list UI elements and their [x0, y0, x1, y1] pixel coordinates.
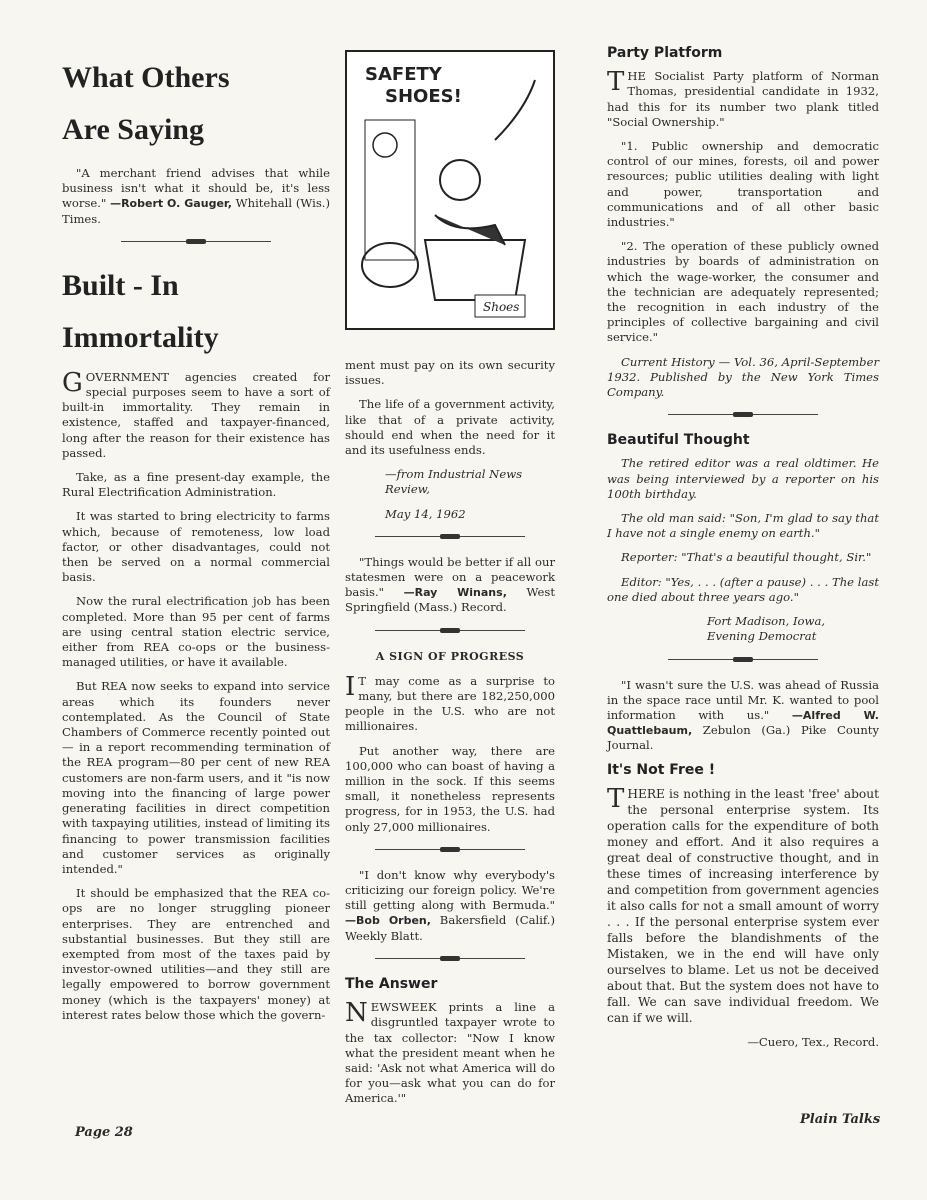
source-date: May 14, 1962: [385, 506, 466, 521]
quote-winans: "Things would be better if all our statesmen were on a peacework basis." —Ray Winans, West Springfield (Mass.) Record.: [345, 554, 555, 615]
cartoon: [345, 50, 555, 330]
beautiful-paragraph: The old man said: "Son, I'm glad to say that I have not a single enemy on earth.": [607, 511, 879, 541]
divider: [375, 958, 525, 959]
article-paragraph: The life of a government activity, like that of a private activity, should end when the need for it and its usefulness ends.: [345, 397, 555, 458]
drop-cap: G: [62, 367, 83, 398]
free-source: —Cuero, Tex., Record.: [747, 1034, 879, 1049]
answer-paragraph: NEWSWEEK prints a line a disgruntled taxpayer wrote to the tax collector: "Now I know what the president meant when he said: 'Ask not what America will do for you—ask what you can do for America.'": [345, 998, 555, 1106]
svg-text:SAFETY: SAFETY: [365, 64, 442, 85]
divider: [375, 630, 525, 631]
free-paragraph: THERE is nothing in the least 'free' about the personal enterprise system. Its operation calls for the expenditure of both money and effort. And it also requires a great deal of constructive thought, and in these times of increasing interference by and competition from government agencies it also calls for not a small amount of worry . . . If the personal enterprise system ever falls before the blandishments of the Mistaken, we in the end will have only ourselves to blame. Let us not be deceived about that. But the system does not have to fall. We can save individual freedom. We can if we will.: [607, 783, 879, 1025]
divider: [668, 414, 818, 415]
party-paragraph: "2. The operation of these publicly owned industries by boards of administration on which the wage-worker, the consumer and the technician are adequately represented; the recognition in each industry of the principles of collective bargaining and civil service.": [607, 239, 879, 345]
left-column: [62, 52, 330, 1032]
cartoon-illustration: [345, 50, 555, 330]
article-paragraph: GOVERNMENT agencies created for special purposes seem to have a sort of built-in immortality. They remain in existence, staffed and taxpayer-financed, long after the reason for their existence has passed.: [62, 367, 330, 460]
article-paragraph: But REA now seeks to expand into service areas which its founders never contemplated. As the Council of State Chambers of Commerce recently pointed out — in a report recommending termination of the REA program—80 per cent of new REA customers are non-farm users, and it "is now moving into the financing of large power generating facilities in direct competition with taxpaying utilities, instead of limiting its financing to power transmission facilities and customer services as originally intended.": [62, 679, 330, 876]
quote-gauger: "A merchant friend advises that while business isn't what it should be, it's less worse." —Robert O. Gauger, Whitehall (Wis.) Times.: [62, 166, 330, 226]
article-title-line2: Immortality: [62, 320, 219, 354]
beautiful-paragraph: The retired editor was a real oldtimer. He was being interviewed by a reporter on his 100th birthday.: [607, 456, 879, 501]
page-number: Page 28: [75, 1125, 133, 1140]
middle-column: [345, 358, 555, 1116]
article-paragraph: It should be emphasized that the REA co-ops are no longer struggling pioneer enterprises. They are entrenched and substantial businesses. But they still are exempted from most of the taxes paid by investor-owned utilities—and they still are legally empowered to borrow government money (which is the taxpayers' money) at interest rates below those which the govern-: [62, 886, 330, 1022]
party-paragraph: THE Socialist Party platform of Norman Thomas, presidential candidate in 1932, had this for its number two plank titled "Social Ownership.": [607, 67, 879, 129]
svg-text:SHOES!: SHOES!: [385, 86, 462, 107]
article-continuation: ment must pay on its own security issues.: [345, 358, 555, 388]
sign-paragraph: I T may come as a surprise to many, but there are 182,250,000 people in the U.S. who are not millionaires.: [345, 671, 555, 734]
divider: [668, 659, 818, 660]
free-heading: It's Not Free !: [607, 761, 716, 778]
right-column: [607, 40, 879, 1050]
section-title-line2: Are Saying: [62, 113, 204, 146]
article-paragraph: Take, as a fine present-day example, the Rural Electrification Administration.: [62, 470, 330, 500]
sign-paragraph: Put another way, there are 100,000 who can boast of having a million in the sock. If this seems small, it nonetheless represents progress, for in 1953, the U.S. had only 27,000 millionaires.: [345, 743, 555, 834]
beautiful-paragraph: Reporter: "That's a beautiful thought, Sir.": [621, 550, 872, 565]
beautiful-paragraph: Editor: "Yes, . . . (after a pause) . . . The last one died about three years ago.": [607, 574, 879, 604]
divider: [375, 536, 525, 537]
section-title-line1: What Others: [62, 61, 230, 94]
party-paragraph: "1. Public ownership and democratic control of our mines, forests, oil and power resources; public utilities dealing with light and power, transportation and communications and of all other basic industries.": [607, 139, 879, 230]
party-source: Current History — Vol. 36, April-September 1932. Published by the New York Times Company.: [607, 354, 879, 400]
quote-orben: "I don't know why everybody's criticizing our foreign policy. We're still getting along with Bermuda." —Bob Orben, Bakersfield (Calif.) Weekly Blatt.: [345, 867, 555, 943]
answer-heading: The Answer: [345, 975, 438, 992]
footer-publication: Plain Talks: [800, 1112, 881, 1127]
quote-quattlebaum: "I wasn't sure the U.S. was ahead of Russia in the space race until Mr. K. wanted to pool information with us." —Alfred W. Quattlebaum, Zebulon (Ga.) Pike County Journal.: [607, 677, 879, 753]
article-paragraph: It was started to bring electricity to farms which, because of remoteness, low load factor, or other disadvantages, could not then be served on a normal commercial basis.: [62, 509, 330, 585]
source-line: —from Industrial News Review,: [385, 467, 523, 497]
svg-text:Shoes: Shoes: [483, 300, 520, 314]
divider: [121, 241, 271, 242]
beautiful-heading: Beautiful Thought: [607, 432, 750, 449]
sign-heading: A SIGN OF PROGRESS: [375, 649, 525, 663]
party-heading: Party Platform: [607, 45, 723, 61]
beautiful-source: Fort Madison, Iowa,: [707, 614, 826, 629]
divider: [375, 849, 525, 850]
article-paragraph: Now the rural electrification job has been completed. More than 95 per cent of farms are using central station electric service, either from REA co-ops or the business-managed utilities, or have it available.: [62, 594, 330, 670]
beautiful-source: Evening Democrat: [707, 629, 817, 644]
article-title-line1: Built - In: [62, 268, 179, 302]
